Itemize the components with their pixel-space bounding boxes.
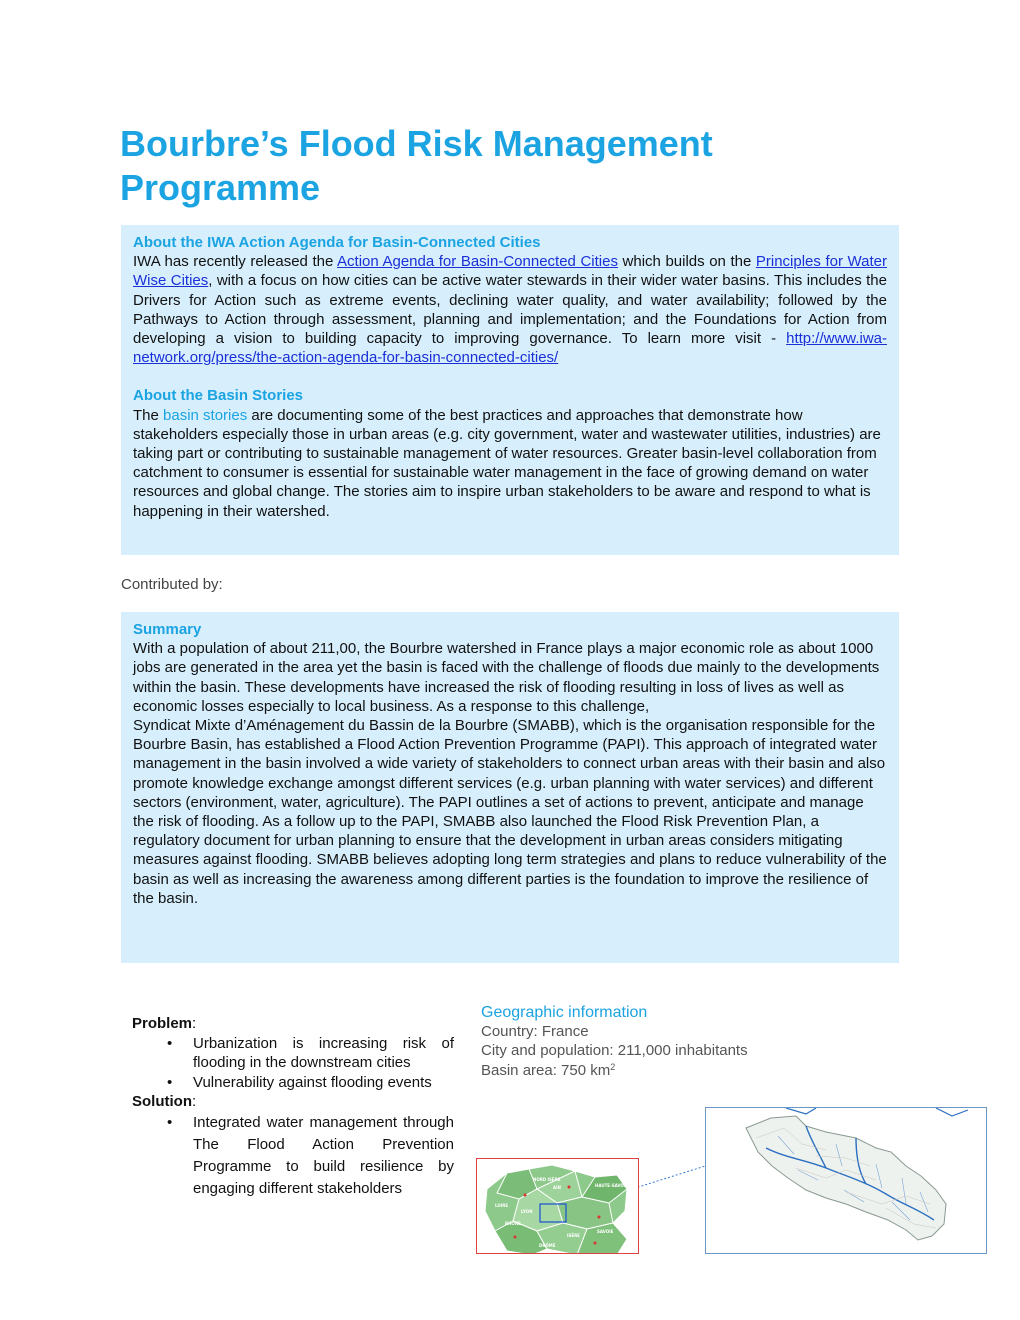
map-label: SAVOIE <box>597 1229 614 1234</box>
basin-stories-link[interactable]: basin stories <box>163 406 248 424</box>
map-label: NORD ISÈRE <box>533 1177 561 1182</box>
map-label: LYON <box>521 1209 533 1214</box>
map-label: HAUTE-SAVOIE <box>595 1183 629 1188</box>
region-map <box>476 1158 639 1254</box>
problem-label: Problem <box>132 1015 193 1032</box>
iwa-url-link[interactable]: http://www.iwa-network.org/press/the-action-agenda-for-basin-connected-cities/ <box>133 330 887 367</box>
map-label: AIN <box>553 1185 561 1190</box>
geo-heading: Geographic information <box>481 1004 648 1021</box>
about-iwa-box <box>121 225 899 555</box>
geo-country: Country: France <box>481 1023 589 1041</box>
geographic-info <box>481 1003 748 1080</box>
solution-list <box>132 1112 454 1200</box>
problem-solution: Problem: • Urbanization is increasing risk of flooding in the downstream cities • Vulnerability against flooding events Solution: • Integrated water management through The Flood Action Prevention Programme to build resilience by engaging different stakeholders <box>132 1014 454 1200</box>
summary-heading: Summary <box>133 621 202 638</box>
map-label: LOIRE <box>495 1203 509 1208</box>
map-label: RHÔNE <box>505 1221 521 1226</box>
about-basin-heading: About the Basin Stories <box>133 387 304 405</box>
list-item: • Urbanization is increasing risk of flooding in the downstream cities <box>193 1034 454 1073</box>
map-label: DRÔME <box>539 1243 556 1248</box>
summary-paragraph-1: With a population of about 211,00, the Bourbre watershed in France plays a major economic role as about 1000 jobs are generated in the area yet the basin is faced with the challenge of floods due mainly to the developments within the basin. These developments have increased the risk of flooding resulting in loss of lives as well as economic losses especially to local business. As a response to this challenge, <box>133 640 880 715</box>
geo-area: Basin area: 750 $km^2$ <box>481 1061 616 1079</box>
list-item: • Integrated water management through The Flood Action Prevention Programme to build resilience by engaging different stakeholders <box>193 1112 454 1200</box>
about-iwa-text: IWA has recently released the Action Agenda for Basin-Connected Cities which builds on the Principles for Water Wise Cities, with a focus on how cities can be active water stewards in their wider water basins. This includes the Drivers for Action such as extreme events, declining water quality, and water availability; followed by the Pathways to Action through assessment, planning and implementation; and the Foundations for Action from developing a vision to building capacity to improving governance. To learn more visit - http://www.iwa-network.org/press/the-action-agenda-for-basin-connected-cities/ <box>133 253 887 367</box>
page-title: Bourbre’s Flood Risk Management Programme <box>120 123 713 208</box>
action-agenda-link[interactable]: Action Agenda for Basin-Connected Cities <box>337 253 618 271</box>
basin-map <box>705 1107 987 1254</box>
list-item: • Vulnerability against flooding events <box>193 1073 454 1093</box>
summary-paragraph-2: Syndicat Mixte d’Aménagement du Bassin de la Bourbre (SMABB), which is the organisation responsible for the Bourbre Basin, has established a Flood Action Prevention Programme (PAPI). This approach of integrated water management in the basin involved a wide variety of stakeholders to connect urban areas with their basin and also promote knowledge exchange amongst different services (e.g. urban planning with water services) and different sectors (environment, water, agriculture). The PAPI outlines a set of actions to prevent, anticipate and manage the risk of flooding. As a follow up to the PAPI, SMABB also launched the Flood Risk Prevention Plan, a regulatory document for urban planning to ensure that the development in urban areas considers mitigating measures against flooding. SMABB believes adopting long term strategies and plans to reduce vulnerability of the basin as well as increasing the awareness among different parties is the foundation to improve the resilience of the basin. <box>133 717 887 907</box>
problem-list <box>132 1034 454 1093</box>
about-iwa-heading: About the IWA Action Agenda for Basin-Connected Cities <box>133 234 541 251</box>
geo-population: City and population: 211,000 inhabitants <box>481 1042 748 1060</box>
about-basin-text: The basin stories are documenting some of the best practices and approaches that demonstrate how stakeholders especially those in urban areas (e.g. city government, water and wastewater utilities, industries) are taking part or contributing to sustainable management of water resources. Greater basin-level collaboration from catchment to consumer is essential for sustainable water management in the face of growing demand on water resources and global change. The stories aim to inspire urban stakeholders to be aware and respond to what is happening in their watershed. <box>133 406 881 520</box>
solution-label: Solution <box>132 1093 192 1110</box>
contributed-by: Contributed by: <box>121 576 223 593</box>
summary-box <box>121 612 899 963</box>
principles-link[interactable]: Principles for Water Wise Cities <box>133 253 887 290</box>
map-label: ISÈRE <box>567 1233 580 1238</box>
